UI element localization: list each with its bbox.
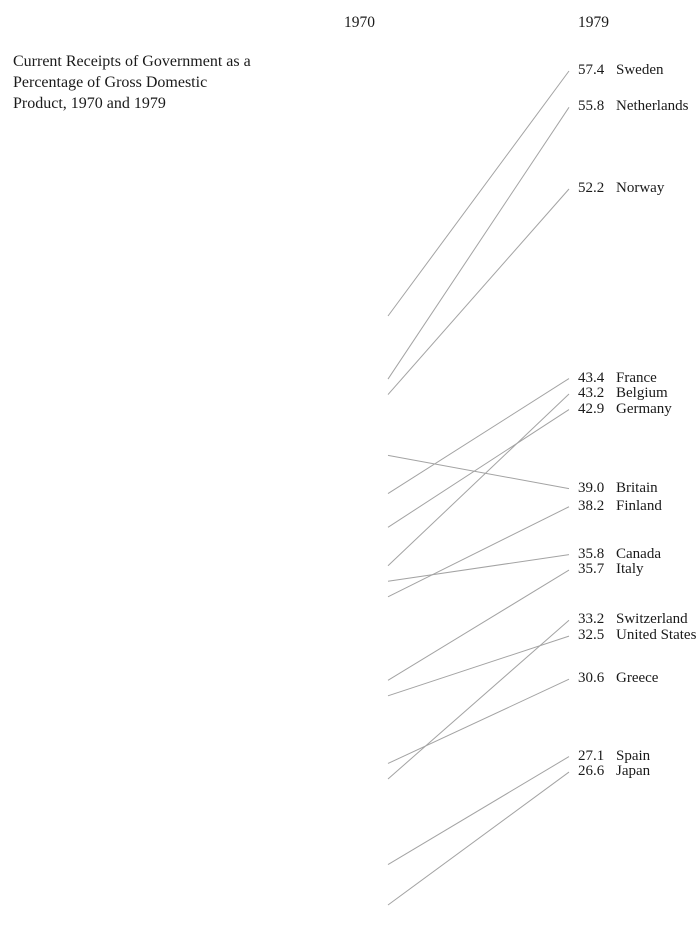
country-label-1979: Britain <box>616 479 658 496</box>
country-label-1979: Belgium <box>616 385 668 402</box>
country-label-1979: Netherlands <box>616 98 689 115</box>
slope-line-greece <box>388 679 569 763</box>
value-1979: 27.1 <box>578 747 605 764</box>
value-1979: 33.2 <box>578 611 605 628</box>
slope-line-italy <box>388 570 569 680</box>
slope-line-sweden <box>388 71 569 316</box>
chart-title-line: Current Receipts of Government as a <box>13 53 251 70</box>
value-1979: 30.6 <box>578 670 605 687</box>
slope-line-united-states <box>388 636 569 696</box>
value-1979: 57.4 <box>578 62 605 78</box>
country-label-1979: Germany <box>616 400 672 417</box>
country-label-1979: United States <box>616 627 697 644</box>
value-1979: 55.8 <box>578 98 605 115</box>
value-1979: 39.0 <box>578 479 605 496</box>
slope-line-canada <box>388 555 569 582</box>
slope-line-norway <box>388 189 569 395</box>
value-1979: 38.2 <box>578 497 605 514</box>
country-label-1979: France <box>616 369 657 386</box>
slope-line-spain <box>388 757 569 865</box>
country-label-1979: Japan <box>616 763 651 780</box>
value-1979: 32.5 <box>578 627 605 644</box>
column-header-1970: 1970 <box>344 14 375 31</box>
country-label-1979: Greece <box>616 670 659 687</box>
slope-line-belgium <box>388 394 569 566</box>
slope-line-britain <box>388 455 569 488</box>
country-label-1979: Finland <box>616 497 662 514</box>
country-label-1979: Switzerland <box>616 611 688 628</box>
value-1979: 35.7 <box>578 561 605 578</box>
chart-title-line: Percentage of Gross Domestic <box>13 74 208 91</box>
slope-line-netherlands <box>388 107 569 379</box>
value-1979: 52.2 <box>578 180 605 196</box>
value-1979: 43.4 <box>578 369 605 386</box>
country-label-1979: Canada <box>616 545 661 562</box>
value-1979: 26.6 <box>578 763 605 780</box>
value-1979: 43.2 <box>578 385 605 402</box>
country-label-1979: Sweden <box>616 62 664 78</box>
country-label-1979: Norway <box>616 180 665 196</box>
country-label-1979: Spain <box>616 747 651 764</box>
slope-line-france <box>388 379 569 494</box>
slope-line-germany <box>388 410 569 528</box>
column-header-1979: 1979 <box>578 14 609 31</box>
slope-line-japan <box>388 772 569 905</box>
slope-line-switzerland <box>388 620 569 779</box>
chart-title-line: Product, 1970 and 1979 <box>13 95 166 112</box>
country-label-1979: Italy <box>616 561 644 578</box>
slope-line-finland <box>388 507 569 597</box>
value-1979: 42.9 <box>578 400 605 417</box>
value-1979: 35.8 <box>578 545 605 562</box>
